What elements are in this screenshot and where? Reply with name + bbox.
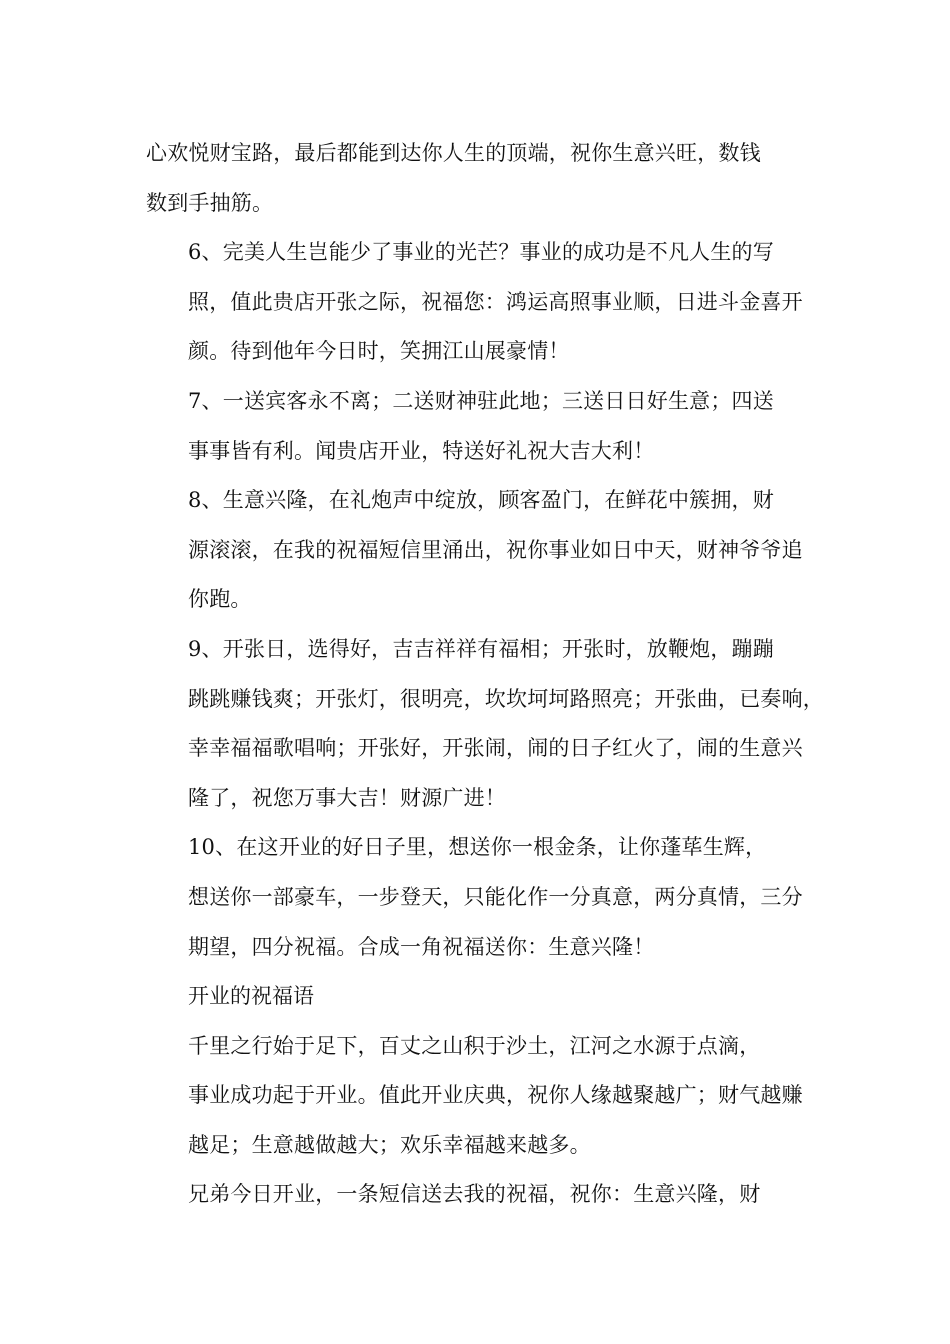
text-line: 源滚滚，在我的祝福短信里涌出，祝你事业如日中天，财神爷爷追	[188, 537, 803, 562]
text-line: 事业成功起于开业。值此开业庆典，祝你人缘越聚越广；财气越赚	[188, 1083, 803, 1108]
text-line: 10、在这开业的好日子里，想送你一根金条，让你蓬荜生辉，	[188, 835, 767, 860]
text-line: 想送你一部豪车，一步登天，只能化作一分真意，两分真情，三分	[188, 884, 803, 909]
paragraph	[146, 625, 826, 823]
paragraph	[146, 377, 826, 476]
section-body	[146, 1022, 826, 1220]
document-page	[146, 129, 826, 1220]
text-line: 兄弟今日开业，一条短信送去我的祝福，祝你：生意兴隆，财	[188, 1182, 761, 1207]
text-line: 幸幸福福歌唱响；开张好，开张闹，闹的日子红火了，闹的生意兴	[188, 736, 803, 761]
text-line: 7、一送宾客永不离；二送财神驻此地；三送日日好生意；四送	[188, 388, 774, 413]
paragraph	[146, 823, 826, 972]
text-line: 数到手抽筋。	[146, 190, 274, 215]
text-line: 你跑。	[188, 587, 252, 612]
paragraph	[146, 476, 826, 625]
paragraph	[146, 228, 826, 377]
section-heading: 开业的祝福语	[188, 984, 314, 1009]
text-line: 跳跳赚钱爽；开张灯，很明亮，坎坎坷坷路照亮；开张曲，已奏响，	[188, 686, 824, 711]
text-line: 9、开张日，选得好，吉吉祥祥有福相；开张时，放鞭炮，蹦蹦	[188, 636, 774, 661]
paragraph	[146, 129, 826, 228]
text-line: 颜。待到他年今日时，笑拥江山展豪情！	[188, 339, 570, 364]
paragraph	[146, 1170, 826, 1220]
paragraph	[146, 1022, 826, 1171]
text-line: 千里之行始于足下，百丈之山积于沙土，江河之水源于点滴，	[188, 1033, 761, 1058]
text-line: 6、完美人生岂能少了事业的光芒？事业的成功是不凡人生的写	[188, 240, 774, 265]
document-body	[146, 129, 826, 972]
text-line: 期望，四分祝福。合成一角祝福送你：生意兴隆！	[188, 934, 655, 959]
text-line: 照，值此贵店开张之际，祝福您：鸿运高照事业顺，日进斗金喜开	[188, 289, 803, 314]
text-line: 心欢悦财宝路，最后都能到达你人生的顶端，祝你生意兴旺，数钱	[146, 141, 761, 165]
text-line: 越足；生意越做越大；欢乐幸福越来越多。	[188, 1132, 591, 1157]
text-line: 事事皆有利。闻贵店开业，特送好礼祝大吉大利！	[188, 438, 655, 463]
text-line: 隆了，祝您万事大吉！财源广进！	[188, 785, 506, 810]
text-line: 8、生意兴隆，在礼炮声中绽放，顾客盈门，在鲜花中簇拥，财	[188, 488, 774, 513]
